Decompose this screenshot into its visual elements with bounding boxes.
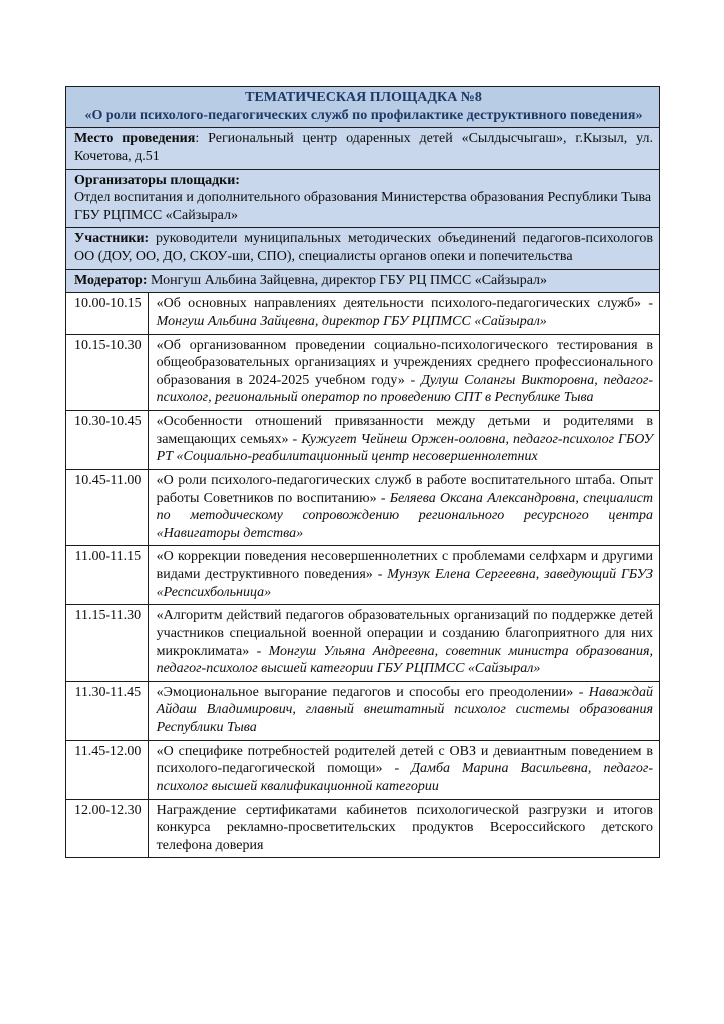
session-speaker: Монгуш Ульяна Андреевна, советник министра образования, педагог-психолог высшей категории ГБУ РЦПМСС «Сайзырал» [156, 643, 653, 677]
session-cell [148, 605, 659, 682]
venue-text: : Региональный центр одаренных детей «Сылдысчыгаш», г.Кызыл, ул. Кочетова, д.51 [74, 131, 653, 164]
time-slot: 10.45-11.00 [66, 469, 149, 546]
session-topic: «О коррекции поведения несовершеннолетних с проблемами селфхарм и другими видами деструктивного поведения» - [156, 549, 653, 582]
session-topic: «Эмоциональное выгорание педагогов и способы его преодолении» - [156, 684, 589, 700]
program-table [65, 86, 660, 858]
schedule-row [66, 293, 660, 334]
title-line2: «О роли психолого-педагогических служб по профилактике деструктивного поведения» [84, 107, 643, 123]
schedule-row [66, 546, 660, 605]
session-cell [148, 334, 659, 411]
schedule-row [66, 605, 660, 682]
organizers-cell [66, 169, 660, 228]
participants-text: руководители муниципальных методических объединений педагогов-психологов ОО (ДОУ, ОО, ДО, СКОУ-ши, СПО), специалисты органов опеки и попечительства [74, 231, 653, 264]
session-speaker: Мунзук Елена Сергеевна, заведующий ГБУЗ «Респсихбольница» [156, 567, 653, 600]
session-cell [148, 681, 659, 740]
moderator-row [66, 269, 660, 293]
session-topic: Награждение сертификатами кабинетов психологической разгрузки и итогов конкурса рекламно-просветительских продуктов Всероссийского детского телефона доверия [156, 802, 653, 853]
participants-cell [66, 228, 660, 269]
session-speaker: Кужугет Чейнеш Оржен-ооловна, педагог-психолог ГБОУ РТ «Социально-реабилитационный центр несовершеннолетних [156, 431, 654, 465]
organizers-row [66, 169, 660, 228]
venue-cell [66, 128, 660, 169]
participants-label: Участники: [74, 231, 150, 247]
time-slot: 11.30-11.45 [66, 681, 149, 740]
session-topic: «Об основных направлениях деятельности психолого-педагогических служб» - [156, 296, 653, 312]
schedule-row [66, 740, 660, 799]
schedule-row [66, 334, 660, 411]
session-topic: «Особенности отношений привязанности между детьми и родителями в замещающих семьях» - [156, 414, 653, 447]
time-slot: 10.15-10.30 [66, 334, 149, 411]
session-topic: «О роли психолого-педагогических служб в работе воспитательного штаба. Опыт работы Советников по воспитанию» - [156, 472, 653, 506]
organizers-line2: ГБУ РЦПМСС «Сайзырал» [74, 207, 238, 223]
session-topic: «О специфике потребностей родителей детей с ОВЗ и девиантным поведением в психолого-педагогической помощи» - [156, 743, 653, 777]
schedule-row [66, 799, 660, 858]
time-slot: 11.15-11.30 [66, 605, 149, 682]
table-title [66, 87, 660, 128]
session-cell [148, 293, 659, 334]
session-speaker: Монгуш Альбина Зайцевна, директор ГБУ РЦПМСС «Сайзырал» [156, 313, 547, 329]
session-cell [148, 740, 659, 799]
schedule-row [66, 411, 660, 470]
time-slot: 11.00-11.15 [66, 546, 149, 605]
moderator-text: Монгуш Альбина Зайцевна, директор ГБУ РЦ ПМСС «Сайзырал» [147, 272, 548, 288]
session-topic: «Алгоритм действий педагогов образовательных организаций по поддержке детей участников специальной военной операции и созданию благоприятного для них микроклимата» - [156, 608, 653, 659]
time-slot: 11.45-12.00 [66, 740, 149, 799]
venue-label: Место проведения [74, 131, 196, 147]
title-line1: ТЕМАТИЧЕСКАЯ ПЛОЩАДКА №8 [245, 90, 482, 105]
session-cell [148, 411, 659, 470]
venue-row [66, 128, 660, 169]
session-speaker: Беляева Оксана Александровна, специалист по методическому сопровождению регионального ресурсного центра «Навигаторы детства» [156, 490, 653, 541]
program-sheet [65, 86, 660, 858]
organizers-label: Организаторы площадки: [74, 172, 240, 188]
participants-row [66, 228, 660, 269]
session-speaker: Наваждай Айдаш Владимирович, главный внештатный психолог системы образования Республики Тыва [156, 684, 653, 735]
time-slot: 10.00-10.15 [66, 293, 149, 334]
session-speaker: Дамба Марина Васильевна, педагог-психолог высшей квалификационной категории [156, 761, 653, 794]
organizers-line1: Отдел воспитания и дополнительного образования Министерства образования Республики Тыва [74, 190, 652, 206]
session-cell [148, 546, 659, 605]
time-slot: 12.00-12.30 [66, 799, 149, 858]
session-topic: «Об организованном проведении социально-психологического тестирования в общеобразовательных организациях и учреждениях среднего профессионального образования в 2024-2025 учебном году» - [156, 337, 653, 388]
session-speaker: Дулуш Солангы Викторовна, педагог-психолог, региональный оператор по проведению СПТ в Республике Тыва [156, 372, 653, 406]
moderator-label: Модератор: [74, 272, 148, 288]
schedule-row [66, 681, 660, 740]
session-cell [148, 469, 659, 546]
time-slot: 10.30-10.45 [66, 411, 149, 470]
moderator-cell [66, 269, 660, 293]
session-cell [148, 799, 659, 858]
schedule-row [66, 469, 660, 546]
title-row [66, 87, 660, 128]
